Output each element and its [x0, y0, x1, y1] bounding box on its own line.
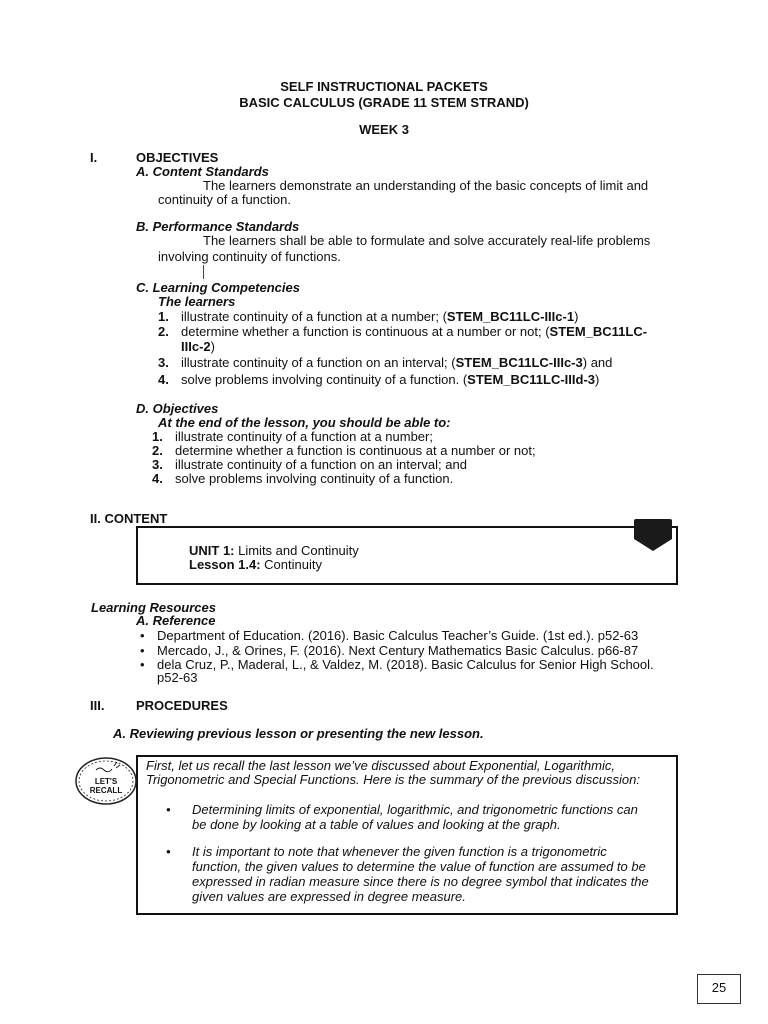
unit-line: UNIT 1: Limits and Continuity — [189, 543, 359, 558]
competency-number: 3. — [158, 355, 169, 370]
bullet-icon: • — [140, 628, 145, 643]
competency-item-3: 3. illustrate continuity of a function on an interval; (STEM_BC11LC-IIIc-3) and — [158, 355, 613, 370]
competency-number: 1. — [158, 309, 169, 324]
doc-title-line1: SELF INSTRUCTIONAL PACKETS — [280, 79, 488, 94]
bullet-icon: • — [140, 643, 145, 658]
recall-intro-line2: Trigonometric and Special Functions. Here is the summary of the previous discussion: — [146, 772, 640, 787]
lets-recall-badge — [74, 756, 138, 806]
competency-item-2-cont: IIIc-2) — [181, 339, 215, 354]
content-standards-heading: A. Content Standards — [136, 164, 269, 179]
badge-text-line2: RECALL — [89, 786, 123, 795]
section-2-title: II. CONTENT — [90, 511, 168, 526]
competency-code: STEM_BC11LC-IIIc-1 — [446, 309, 575, 324]
competency-code: STEM_BC11LC-IIId-3 — [467, 372, 596, 387]
page-number: 25 — [711, 980, 727, 995]
bullet-icon: • — [166, 802, 171, 817]
reference-item-1: • Department of Education. (2016). Basic Calculus Teacher’s Guide. (1st ed.). p52-63 — [140, 628, 639, 643]
objective-item-1: 1. illustrate continuity of a function at a number; — [152, 429, 433, 444]
reference-item-3: • dela Cruz, P., Maderal, L., & Valdez, M. (2018). Basic Calculus for Senior High School. — [140, 657, 654, 672]
competency-text: solve problems involving continuity of a function. ( — [181, 372, 468, 387]
learning-competencies-subheading: The learners — [158, 294, 236, 309]
objective-item-2: 2. determine whether a function is continuous at a number or not; — [152, 443, 536, 458]
competency-code: STEM_BC11LC-IIIc-3 — [455, 355, 583, 370]
competency-code: STEM_BC11LC- — [549, 324, 648, 339]
recall-box — [136, 755, 678, 915]
competency-item-4: 4. solve problems involving continuity of a function. (STEM_BC11LC-IIId-3) — [158, 372, 600, 387]
competency-text: illustrate continuity of a function at a number; ( — [181, 309, 447, 324]
section-1-numeral: I. — [90, 150, 98, 165]
content-standards-line2: continuity of a function. — [158, 192, 291, 207]
performance-standards-heading: B. Performance Standards — [136, 219, 300, 234]
recall-bullet-2: • It is important to note that whenever the given function is a trigonometric function, the given values to determine the value of function are assumed to be expressed in radian measure since there is no degree symbol that indicates the given values are expressed in degree measure. — [166, 844, 649, 904]
week-label: WEEK 3 — [359, 122, 409, 137]
competency-text: determine whether a function is continuous at a number or not; ( — [181, 324, 550, 339]
reference-item-2: • Mercado, J., & Orines, F. (2016). Next Century Mathematics Basic Calculus. p66-87 — [140, 643, 639, 658]
content-standards-line1: The learners demonstrate an understanding of the basic concepts of limit and — [203, 178, 649, 193]
bullet-icon: • — [140, 657, 145, 672]
competency-number: 2. — [158, 324, 169, 339]
performance-standards-line1: The learners shall be able to formulate and solve accurately real-life problems — [203, 233, 651, 248]
section-3-title: PROCEDURES — [136, 698, 228, 713]
objective-item-4: 4. solve problems involving continuity of a function. — [152, 471, 454, 486]
text-cursor — [203, 265, 204, 279]
learning-resources-heading: Learning Resources — [91, 600, 216, 615]
objectives-subheading: At the end of the lesson, you should be able to: — [158, 415, 451, 430]
lesson-line: Lesson 1.4: Continuity — [189, 557, 322, 572]
badge-text-line1: LET'S — [94, 777, 118, 786]
competency-item-2 — [158, 324, 648, 339]
procedure-a-heading: A. Reviewing previous lesson or presenting the new lesson. — [113, 726, 484, 741]
competency-item-1: 1. illustrate continuity of a function at a number; (STEM_BC11LC-IIIc-1) — [158, 309, 579, 324]
performance-standards-line2: involving continuity of functions. — [158, 249, 341, 264]
objective-item-3: 3. illustrate continuity of a function on an interval; and — [152, 457, 467, 472]
recall-bullet-1: • Determining limits of exponential, logarithmic, and trigonometric functions can be done by looking at a table of values and looking at the graph. — [166, 802, 638, 832]
reference-heading: A. Reference — [136, 613, 216, 628]
bullet-icon: • — [166, 844, 171, 859]
competency-text: illustrate continuity of a function on an interval; ( — [181, 355, 456, 370]
competency-number: 4. — [158, 372, 169, 387]
reference-item-3-cont: p52-63 — [157, 670, 198, 685]
page-number-box — [697, 974, 741, 1004]
section-3-numeral: III. — [90, 698, 105, 713]
recall-intro-line1: First, let us recall the last lesson we’ve discussed about Exponential, Logarithmic, — [146, 758, 615, 773]
doc-title-line2: BASIC CALCULUS (GRADE 11 STEM STRAND) — [239, 95, 529, 110]
bookmark-icon — [632, 517, 674, 553]
objectives-heading: D. Objectives — [136, 401, 219, 416]
section-1-title: OBJECTIVES — [136, 150, 219, 165]
content-box — [136, 526, 678, 585]
learning-competencies-heading: C. Learning Competencies — [136, 280, 300, 295]
